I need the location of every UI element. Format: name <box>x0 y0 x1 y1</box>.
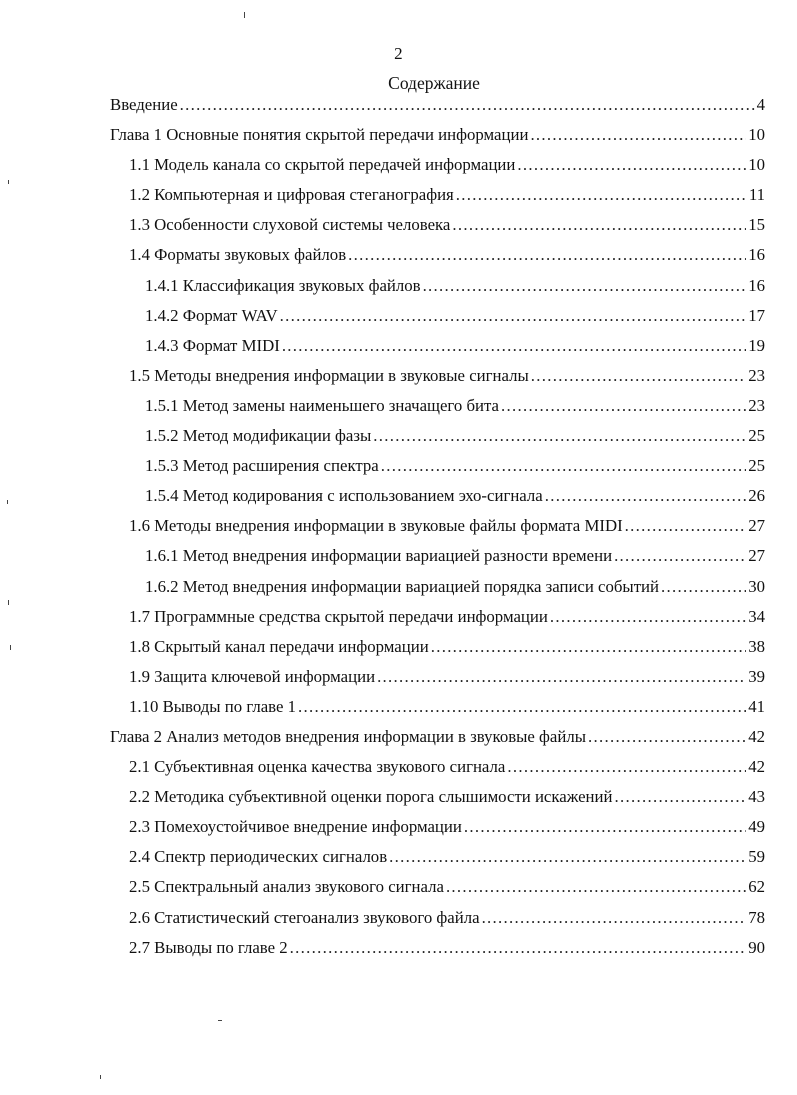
toc-entry-page: 15 <box>748 215 765 235</box>
toc-entry-page: 27 <box>748 516 765 536</box>
toc-entry-title: 1.5.4 Метод кодирования с использованием эхо-сигнала <box>145 486 543 506</box>
toc-entry-title: 2.7 Выводы по главе 2 <box>129 937 288 957</box>
scan-speck <box>7 500 8 504</box>
toc-entry-title: 2.4 Спектр периодических сигналов <box>129 847 388 867</box>
toc-entry <box>110 122 765 152</box>
dot-leader <box>290 935 747 961</box>
toc-entry <box>110 935 765 965</box>
toc-entry <box>110 634 765 664</box>
toc-entry-title: 1.6.2 Метод внедрения информации вариацией порядка записи событий <box>145 576 659 596</box>
toc-entry <box>110 333 765 363</box>
toc-entry-page: 10 <box>748 125 765 145</box>
toc-entry-title: 1.4.1 Классификация звуковых файлов <box>145 275 421 295</box>
dot-leader <box>530 122 746 148</box>
toc-entry-title: 2.3 Помехоустойчивое внедрение информации <box>129 817 462 837</box>
dot-leader <box>389 844 746 870</box>
toc-entry-page: 23 <box>748 365 765 385</box>
toc-entry-title: 1.4.3 Формат MIDI <box>145 335 280 355</box>
toc-entry-page: 26 <box>748 486 765 506</box>
dot-leader <box>431 634 747 660</box>
scan-speck <box>218 1020 222 1021</box>
toc-entry-title: Введение <box>110 95 178 114</box>
toc-entry-page: 23 <box>748 395 765 415</box>
toc-entry-title: 2.1 Субъективная оценка качества звукового сигнала <box>129 757 506 777</box>
toc-entry-title: 1.8 Скрытый канал передачи информации <box>129 636 429 656</box>
toc-entry-title: 1.6.1 Метод внедрения информации вариацией разности времени <box>145 546 613 566</box>
toc-entry <box>110 664 765 694</box>
dot-leader <box>625 513 747 539</box>
toc-entry <box>110 513 765 543</box>
toc-entry <box>110 754 765 784</box>
toc-entry-page: 11 <box>748 185 765 205</box>
toc-entry-page: 41 <box>748 696 765 716</box>
dot-leader <box>381 453 746 479</box>
toc-entry <box>110 212 765 242</box>
toc-entry-page: 17 <box>748 305 765 325</box>
toc-entry-title: 1.5 Методы внедрения информации в звуковые сигналы <box>129 365 529 385</box>
toc-entry-title: 2.5 Спектральный анализ звукового сигнала <box>129 877 444 897</box>
dot-leader <box>482 905 747 931</box>
toc-entry <box>110 874 765 904</box>
dot-leader <box>545 483 746 509</box>
toc-entry-title: 1.2 Компьютерная и цифровая стеганография <box>129 185 454 205</box>
toc-entry-title: 1.1 Модель канала со скрытой передачей информации <box>129 155 516 175</box>
dot-leader <box>377 664 746 690</box>
dot-leader <box>180 92 755 118</box>
toc-entry-page: 49 <box>748 817 765 837</box>
toc-entry-title: 2.2 Методика субъективной оценки порога слышимости искажений <box>129 787 613 807</box>
scan-speck <box>244 12 245 18</box>
toc-entry-title: 1.3 Особенности слуховой системы человека <box>129 215 451 235</box>
dot-leader <box>501 393 746 419</box>
dot-leader <box>517 152 746 178</box>
dot-leader <box>531 363 746 389</box>
toc-entry <box>110 273 765 303</box>
toc-entry <box>110 363 765 393</box>
toc-entry <box>110 844 765 874</box>
toc-entry-title: 2.6 Статистический стегоанализ звукового файла <box>129 907 480 927</box>
toc-entry-title: 1.5.1 Метод замены наименьшего значащего бита <box>145 395 499 415</box>
toc-entry-title: Глава 1 Основные понятия скрытой передачи информации <box>110 125 529 145</box>
toc-entry <box>110 543 765 573</box>
toc-entry <box>110 604 765 634</box>
toc-entry-title: 1.7 Программные средства скрытой передачи информации <box>129 606 548 626</box>
toc-entry-page: 10 <box>748 155 765 175</box>
toc-entry <box>110 574 765 604</box>
toc-entry-title: 1.9 Защита ключевой информации <box>129 666 376 686</box>
toc-entry-page: 43 <box>748 787 765 807</box>
toc-entry-title: 1.4 Форматы звуковых файлов <box>129 245 347 265</box>
toc-entry <box>110 92 765 122</box>
toc-entry-title: 1.10 Выводы по главе 1 <box>129 696 297 716</box>
dot-leader <box>348 242 746 268</box>
dot-leader <box>423 273 747 299</box>
dot-leader <box>298 694 746 720</box>
dot-leader <box>615 784 747 810</box>
toc-entry-title: Глава 2 Анализ методов внедрения информации в звуковые файлы <box>110 726 587 746</box>
toc-entry-page: 42 <box>748 757 765 777</box>
toc-entry-page: 27 <box>748 546 765 566</box>
toc-entry-page: 16 <box>748 275 765 295</box>
toc-entry-title: 1.6 Методы внедрения информации в звуковые файлы формата MIDI <box>129 516 623 536</box>
toc-entry <box>110 393 765 423</box>
page-number: 2 <box>394 44 403 63</box>
toc-entry-page: 42 <box>748 726 765 746</box>
toc-entry-title: 1.5.3 Метод расширения спектра <box>145 456 379 476</box>
toc-entry <box>110 182 765 212</box>
toc-entry <box>110 303 765 333</box>
toc-entry <box>110 724 765 754</box>
toc-title: Содержание <box>388 73 480 93</box>
toc-entry-page: 34 <box>748 606 765 626</box>
toc-entry-page: 39 <box>748 666 765 686</box>
toc-entry <box>110 423 765 453</box>
dot-leader <box>661 574 746 600</box>
scan-speck <box>10 645 11 650</box>
toc-entry <box>110 453 765 483</box>
toc-entry-page: 25 <box>748 456 765 476</box>
dot-leader <box>456 182 747 208</box>
dot-leader <box>280 303 747 329</box>
toc-entry-page: 38 <box>748 636 765 656</box>
toc-entry-page: 78 <box>748 907 765 927</box>
toc-entry <box>110 784 765 814</box>
dot-leader <box>464 814 746 840</box>
toc-entry <box>110 483 765 513</box>
dot-leader <box>282 333 746 359</box>
dot-leader <box>614 543 746 569</box>
toc-entry-page: 59 <box>748 847 765 867</box>
toc-entry <box>110 152 765 182</box>
dot-leader <box>550 604 746 630</box>
toc-entry-title: 1.5.2 Метод модификации фазы <box>145 426 372 446</box>
scan-speck <box>8 180 9 184</box>
scan-speck <box>100 1075 101 1079</box>
toc-entry <box>110 905 765 935</box>
dot-leader <box>588 724 746 750</box>
toc-entry <box>110 242 765 272</box>
toc-entry-page: 16 <box>748 245 765 265</box>
dot-leader <box>373 423 746 449</box>
toc-entry-page: 25 <box>748 426 765 446</box>
toc-entry <box>110 814 765 844</box>
toc-entry-title: 1.4.2 Формат WAV <box>145 305 278 325</box>
scan-speck <box>8 600 9 605</box>
toc-entry-page: 4 <box>756 95 765 114</box>
dot-leader <box>446 874 746 900</box>
toc-entry-page: 30 <box>748 576 765 596</box>
table-of-contents <box>110 92 765 965</box>
toc-entry <box>110 694 765 724</box>
toc-entry-page: 90 <box>748 937 765 957</box>
toc-entry-page: 62 <box>748 877 765 897</box>
toc-entry-page: 19 <box>748 335 765 355</box>
dot-leader <box>452 212 746 238</box>
dot-leader <box>507 754 746 780</box>
